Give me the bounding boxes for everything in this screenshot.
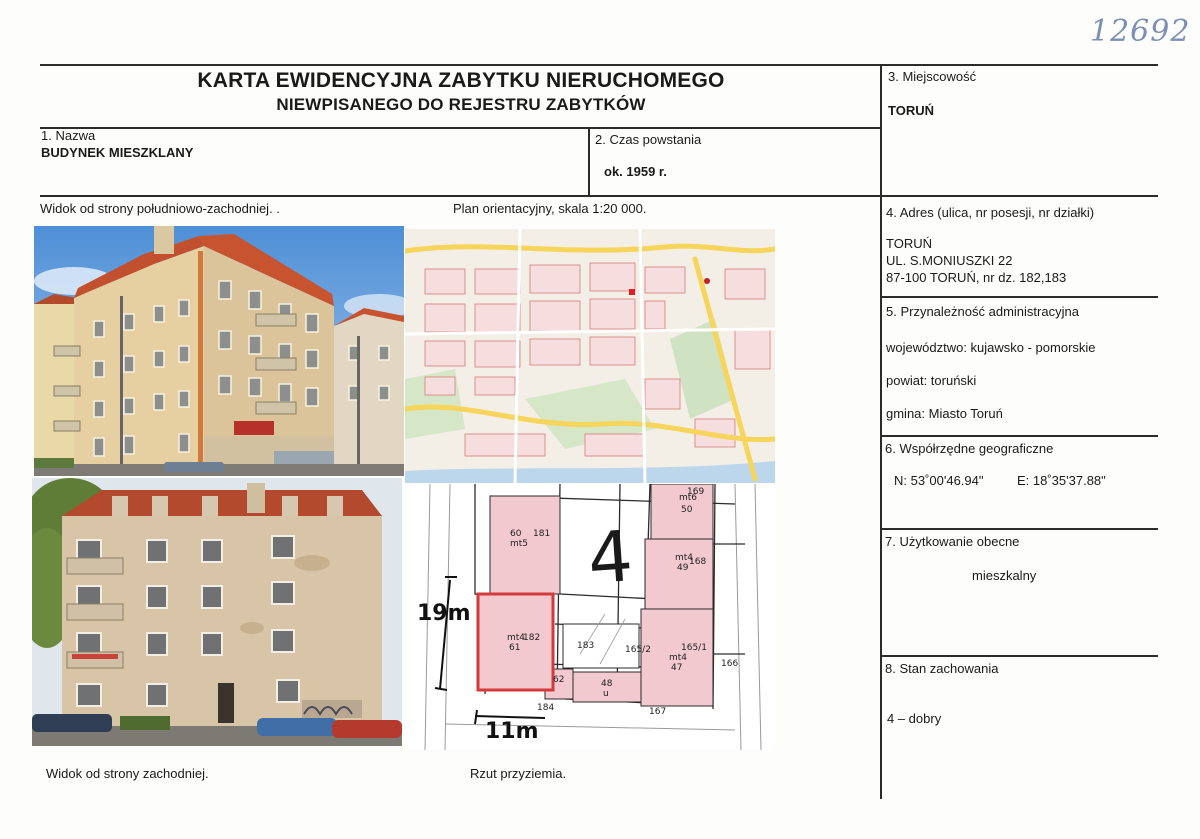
parcel-166: 166 bbox=[721, 659, 739, 669]
wojewodztwo-value: województwo: kujawsko - pomorskie bbox=[886, 340, 1096, 355]
right-column-divider bbox=[880, 64, 882, 799]
card-title: KARTA EWIDENCYJNA ZABYTKU NIERUCHOMEGO bbox=[197, 69, 725, 92]
sep-8 bbox=[880, 655, 1158, 657]
caption-sw-view: Widok od strony południowo-zachodniej. . bbox=[40, 201, 280, 216]
parcel-mt4-49: mt4 bbox=[675, 553, 694, 563]
coord-n: N: 53˚00'46.94" bbox=[894, 473, 984, 488]
sep-6 bbox=[880, 435, 1158, 437]
parcel-165-2: 165/2 bbox=[625, 645, 651, 655]
adres-label: 4. Adres (ulica, nr posesji, nr działki) bbox=[886, 205, 1095, 220]
adres-line3: 87-100 TORUŃ, nr dz. 182,183 bbox=[886, 270, 1067, 285]
parcel-169: 169 bbox=[687, 487, 705, 497]
sep-5 bbox=[880, 296, 1158, 298]
parcel-49: 49 bbox=[677, 563, 689, 573]
nazwa-label: 1. Nazwa bbox=[41, 128, 96, 143]
fields-bottom-line bbox=[40, 195, 1158, 197]
adres-line1: TORUŃ bbox=[886, 236, 932, 251]
parcel-60-sub: mt5 bbox=[510, 539, 529, 549]
photo-southwest-view bbox=[34, 226, 404, 476]
caption-plan: Plan orientacyjny, skala 1:20 000. bbox=[453, 201, 647, 216]
parcel-mt6: mt6 bbox=[679, 493, 698, 503]
parcel-165-1: 165/1 bbox=[681, 643, 707, 653]
photo-west-view bbox=[32, 478, 402, 746]
parcel-182: 182 bbox=[523, 633, 541, 643]
parcel-mt4-47: mt4 bbox=[669, 653, 688, 663]
gmina-value: gmina: Miasto Toruń bbox=[886, 406, 1003, 421]
miejscowosc-value: TORUŃ bbox=[888, 103, 934, 118]
przynaleznosc-label: 5. Przynależność administracyjna bbox=[886, 304, 1079, 319]
sep-7 bbox=[880, 528, 1158, 530]
parcel-48-sub: u bbox=[603, 689, 609, 699]
nazwa-value: BUDYNEK MIESZKLANY bbox=[41, 145, 194, 160]
parcel-50: 50 bbox=[681, 505, 693, 515]
uzytkowanie-value: mieszkalny bbox=[972, 568, 1037, 583]
czas-label: 2. Czas powstania bbox=[595, 132, 702, 147]
parcel-60: 60 bbox=[510, 529, 522, 539]
parcel-62: 62 bbox=[553, 675, 565, 685]
miejscowosc-label: 3. Miejscowość bbox=[888, 69, 977, 84]
north-arrow: 4 bbox=[585, 515, 636, 601]
caption-floor-plan: Rzut przyziemia. bbox=[470, 766, 567, 781]
coord-e: E: 18˚35'37.88" bbox=[1017, 473, 1106, 488]
parcel-184: 184 bbox=[537, 703, 555, 713]
stan-label: 8. Stan zachowania bbox=[885, 661, 999, 676]
czas-value: ok. 1959 r. bbox=[604, 164, 667, 179]
stan-value: 4 – dobry bbox=[887, 711, 942, 726]
archive-number: 12692 bbox=[1090, 14, 1191, 49]
parcel-47: 47 bbox=[671, 663, 683, 673]
parcel-167: 167 bbox=[649, 707, 667, 717]
name-time-divider bbox=[588, 127, 590, 196]
parcel-183: 183 bbox=[577, 641, 595, 651]
parcel-mt4-61: mt4 bbox=[507, 633, 526, 643]
adres-line2: UL. S.MONIUSZKI 22 bbox=[886, 253, 1013, 268]
caption-west-view: Widok od strony zachodniej. bbox=[46, 766, 209, 781]
parcel-48: 48 bbox=[601, 679, 613, 689]
floor-plan bbox=[405, 484, 775, 750]
title-bottom-line bbox=[40, 127, 882, 129]
wspolrzedne-label: 6. Współrzędne geograficzne bbox=[885, 441, 1054, 456]
powiat-value: powiat: toruński bbox=[886, 373, 977, 388]
dim-11m: 11m bbox=[485, 719, 539, 744]
parcel-181: 181 bbox=[533, 529, 551, 539]
top-border-line bbox=[40, 64, 1158, 66]
uzytkowanie-label: 7. Użytkowanie obecne bbox=[885, 534, 1020, 549]
dim-19m: 19m bbox=[417, 601, 471, 626]
card-subtitle: NIEWPISANEGO DO REJESTRU ZABYTKÓW bbox=[276, 95, 646, 114]
parcel-168: 168 bbox=[689, 557, 707, 567]
parcel-61: 61 bbox=[509, 643, 521, 653]
orientation-map bbox=[405, 229, 775, 483]
